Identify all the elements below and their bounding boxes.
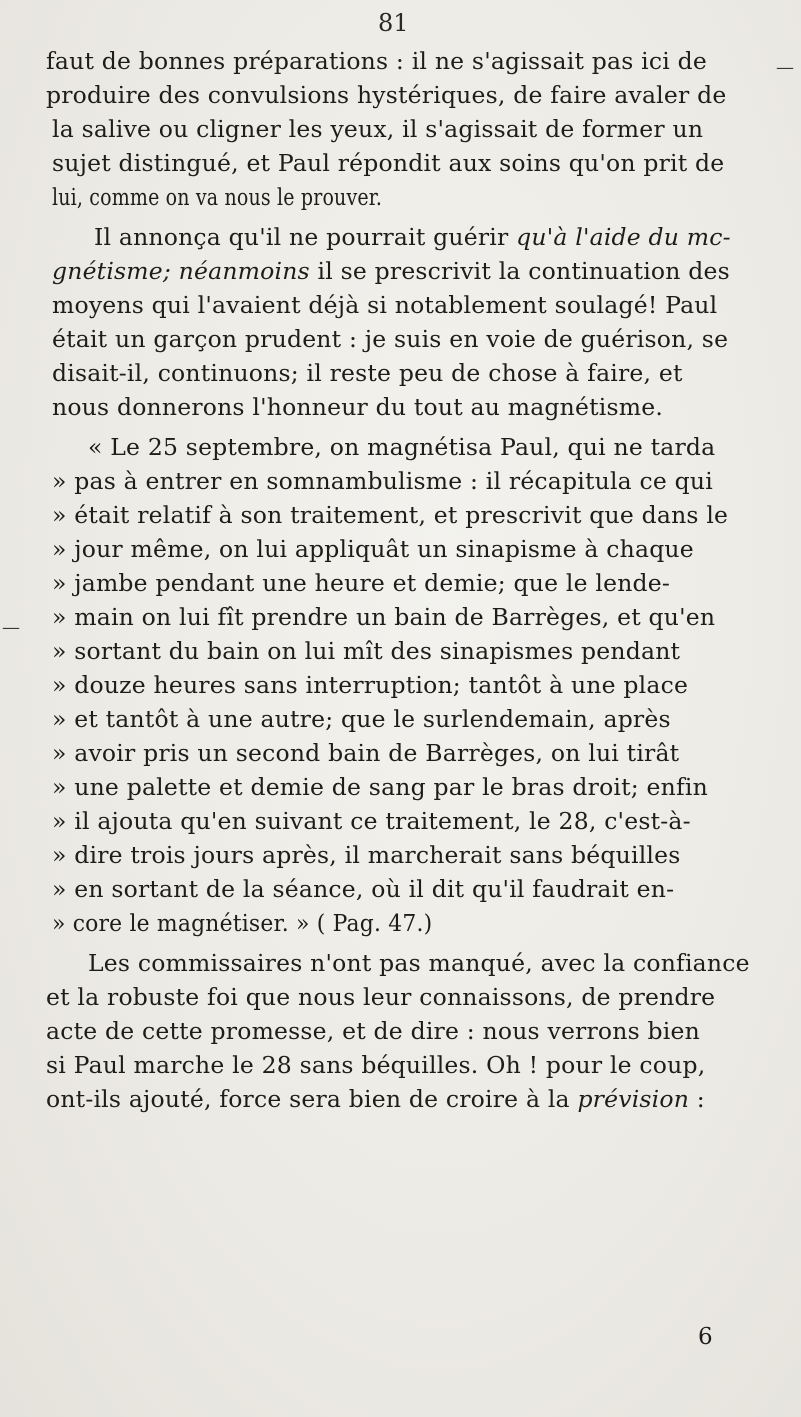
- italic-text: prévision: [577, 1085, 690, 1113]
- text-line: » sortant du bain on lui mît des sinapismes pendant: [52, 637, 681, 665]
- margin-mark: —: [2, 617, 20, 638]
- text-line: » core le magnétiser. » ( Pag. 47.): [52, 909, 433, 937]
- text-line: [52, 256, 730, 286]
- text-line: » en sortant de la séance, où il dit qu'il faudrait en-: [52, 875, 675, 903]
- line-text: Il annonça qu'il ne pourrait guérir: [94, 223, 517, 251]
- text-line: » pas à entrer en somnambulisme : il récapitula ce qui: [52, 467, 713, 495]
- text-line: » douze heures sans interruption; tantôt à une place: [52, 671, 689, 699]
- text-line: si Paul marche le 28 sans béquilles. Oh ! pour le coup,: [46, 1051, 706, 1079]
- text-line: » et tantôt à une autre; que le surlendemain, après: [52, 705, 671, 733]
- text-line: disait-il, continuons; il reste peu de chose à faire, et: [52, 359, 683, 387]
- italic-text: qu'à l'aide du mc-: [516, 223, 731, 251]
- text-line: » jambe pendant une heure et demie; que le lende-: [52, 569, 671, 597]
- text-line: » était relatif à son traitement, et prescrivit que dans le: [52, 501, 729, 529]
- italic-text: gnétisme; néanmoins: [52, 257, 310, 285]
- signature-mark: 6: [698, 1324, 713, 1350]
- page-number: 81: [378, 9, 409, 37]
- text-line: nous donnerons l'honneur du tout au magnétisme.: [52, 393, 664, 421]
- line-text: il se prescrivit la continuation des: [309, 257, 730, 285]
- text-line: « Le 25 septembre, on magnétisa Paul, qui ne tarda: [88, 433, 716, 461]
- line-text: ont-ils ajouté, force sera bien de croire à la: [46, 1085, 578, 1113]
- text-line: » il ajouta qu'en suivant ce traitement, le 28, c'est-à-: [52, 807, 691, 835]
- margin-mark: —: [776, 57, 794, 78]
- text-line: produire des convulsions hystériques, de faire avaler de: [46, 81, 727, 109]
- text-line: » avoir pris un second bain de Barrèges, on lui tirât: [52, 739, 680, 767]
- text-line: moyens qui l'avaient déjà si notablement soulagé! Paul: [52, 291, 718, 319]
- text-line: » dire trois jours après, il marcherait sans béquilles: [52, 841, 681, 869]
- text-line: lui, comme on va nous le prouver.: [52, 183, 383, 211]
- text-line: » une palette et demie de sang par le bras droit; enfin: [52, 773, 708, 801]
- text-line: » main on lui fît prendre un bain de Barrèges, et qu'en: [52, 603, 716, 631]
- text-line: et la robuste foi que nous leur connaissons, de prendre: [46, 983, 716, 1011]
- text-line: Les commissaires n'ont pas manqué, avec la confiance: [88, 949, 750, 977]
- line-text: :: [689, 1085, 705, 1113]
- text-line: [46, 1084, 705, 1114]
- text-line: sujet distingué, et Paul répondit aux soins qu'on prit de: [52, 149, 725, 177]
- text-line: la salive ou cligner les yeux, il s'agissait de former un: [52, 115, 704, 143]
- text-line: était un garçon prudent : je suis en voie de guérison, se: [52, 325, 729, 353]
- text-line: faut de bonnes préparations : il ne s'agissait pas ici de: [46, 47, 707, 75]
- text-line: acte de cette promesse, et de dire : nous verrons bien: [46, 1017, 700, 1045]
- text-line: [94, 222, 731, 252]
- text-line: » jour même, on lui appliquât un sinapisme à chaque: [52, 535, 694, 563]
